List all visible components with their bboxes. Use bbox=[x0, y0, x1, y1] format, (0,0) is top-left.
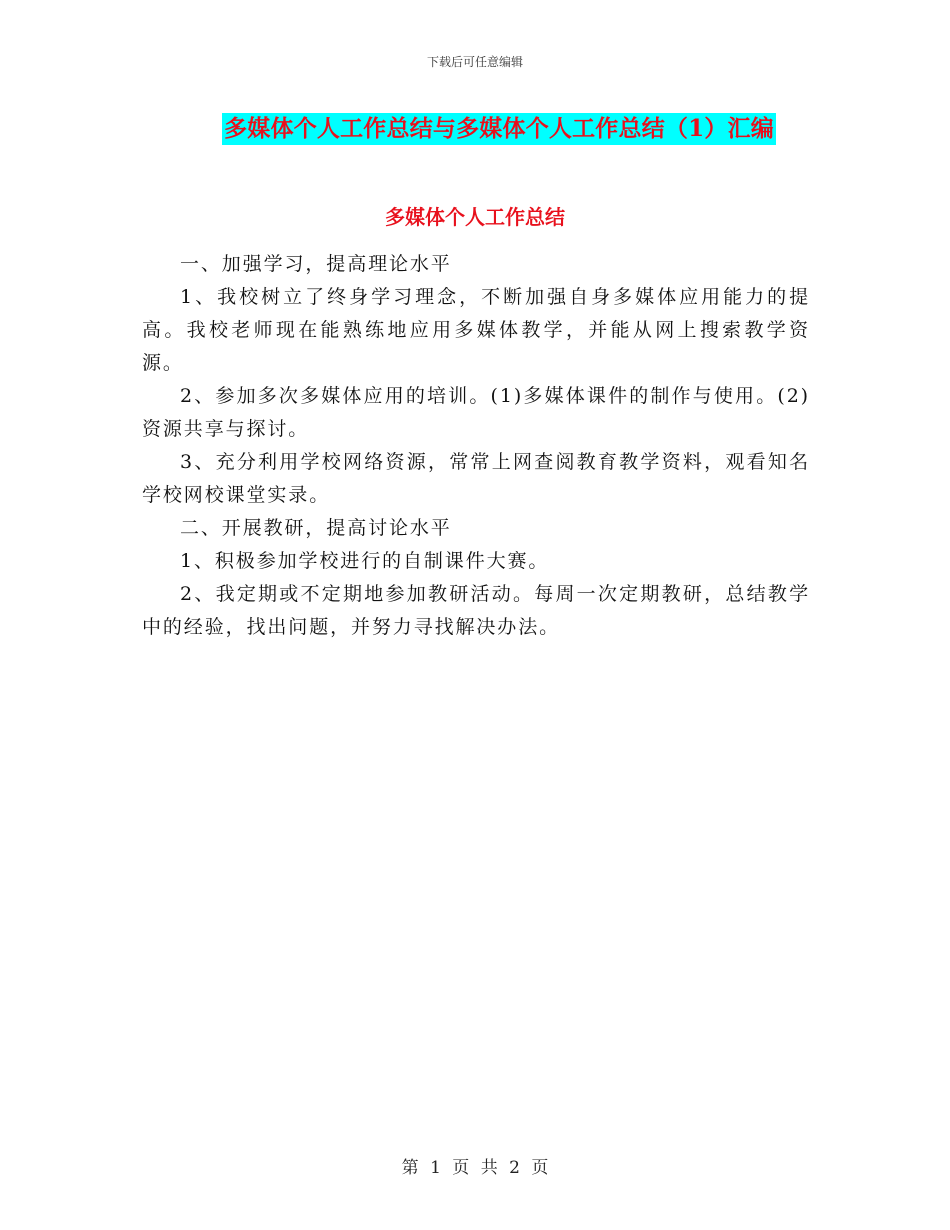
section-title: 多媒体个人工作总结 bbox=[385, 205, 565, 229]
document-title-container bbox=[0, 113, 950, 145]
paragraph: 3、充分利用学校网络资源，常常上网查阅教育教学资料，观看知名学校网校课堂实录。 bbox=[142, 451, 810, 506]
page-header: 下载后可任意编辑 bbox=[426, 55, 523, 69]
document-body bbox=[142, 248, 810, 644]
paragraph: 2、参加多次多媒体应用的培训。(1)多媒体课件的制作与使用。(2)资源共享与探讨。 bbox=[142, 385, 810, 440]
paragraph-heading-1: 一、加强学习，提高理论水平 bbox=[180, 253, 452, 275]
paragraph: 1、积极参加学校进行的自制课件大赛。 bbox=[180, 550, 550, 572]
document-title: 多媒体个人工作总结与多媒体个人工作总结（1）汇编 bbox=[222, 113, 776, 145]
paragraph-heading-2: 二、开展教研，提高讨论水平 bbox=[180, 517, 452, 539]
page-footer: 第 1 页 共 2 页 bbox=[401, 1158, 549, 1178]
paragraph: 1、我校树立了终身学习理念，不断加强自身多媒体应用能力的提高。我校老师现在能熟练地应用多媒体教学，并能从网上搜索教学资源。 bbox=[142, 286, 810, 374]
paragraph: 2、我定期或不定期地参加教研活动。每周一次定期教研，总结教学中的经验，找出问题，并努力寻找解决办法。 bbox=[142, 583, 810, 638]
